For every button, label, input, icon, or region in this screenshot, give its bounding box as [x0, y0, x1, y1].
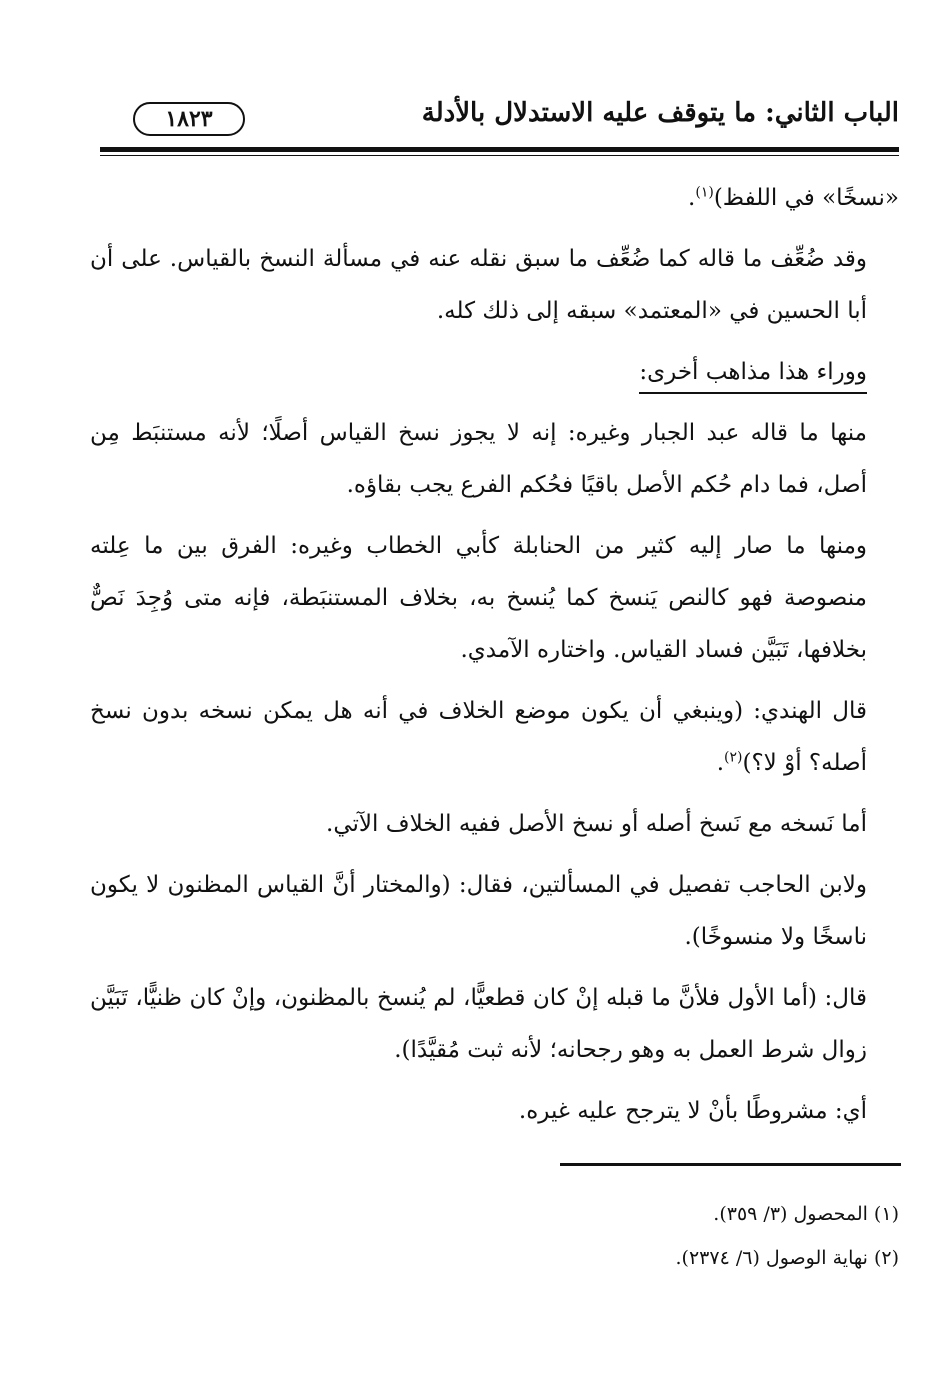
paragraph-10: أي: مشروطًا بأنْ لا يترجح عليه غيره.: [518, 1098, 867, 1124]
paragraph-3: [90, 346, 899, 398]
paragraph-7: أما نَسخه مع نَسخ أصله أو نسخ الأصل ففيه الخلاف الآتي.: [326, 811, 867, 837]
paragraph-9: قال: (أما الأول فلأنَّ ما قبله إنْ كان قطعيًّا، لم يُنسخ بالمظنون، وإنْ كان ظنيًّا، تَبَيَّن زوال شرط العمل به وهو رجحانه؛ لأنه ثبت مُقيَّدًا).: [90, 985, 867, 1063]
header-rule-thin: [100, 155, 899, 156]
page-header: [88, 88, 899, 148]
header-rule-thick: [100, 147, 899, 152]
paragraph-4: منها ما قاله عبد الجبار وغيره: إنه لا يجوز نسخ القياس أصلًا؛ لأنه مستنبَط مِن أصل، فما دام حُكم الأصل باقيًا فحُكم الفرع يجب بقاؤه.: [90, 420, 867, 498]
paragraph-1: [90, 172, 899, 224]
paragraph-1-text: «نسخًا» في اللفظ): [713, 185, 899, 211]
paragraph-6-end: .: [716, 750, 725, 776]
main-text: [90, 172, 899, 1146]
paragraph-8: ولابن الحاجب تفصيل في المسألتين، فقال: (والمختار أنَّ القياس المظنون لا يكون ناسخًا ولا منسوخًا).: [90, 872, 867, 950]
footnote-ref-2[interactable]: (٢): [724, 749, 743, 766]
footnote-separator: [560, 1163, 901, 1166]
chapter-title: الباب الثاني: ما يتوقف عليه الاستدلال بالأدلة: [421, 98, 899, 128]
footnote-1: (١) المحصول (٣/ ٣٥٩).: [713, 1203, 899, 1225]
sub-heading: ووراء هذا مذاهب أخرى:: [639, 352, 867, 394]
paragraph-1-end: .: [688, 185, 696, 211]
page-number: ١٨٢٣: [133, 102, 245, 136]
paragraph-6: [90, 685, 899, 789]
paragraph-5: ومنها ما صار إليه كثير من الحنابلة كأبي الخطاب وغيره: الفرق بين ما عِلته منصوصة فهو كالنص يَنسخ كما يُنسخ به، بخلاف المستنبَطة، فإنه متى وُجِدَ نَصٌّ بخلافها، تَبَيَّن فساد القياس. واختاره الآمدي.: [90, 533, 867, 663]
footnote-2: (٢) نهاية الوصول (٦/ ٢٣٧٤).: [675, 1247, 899, 1269]
paragraph-6-text: قال الهندي: (وينبغي أن يكون موضع الخلاف في أنه هل يمكن نسخه بدون نسخ أصله؟ أوْ لا؟): [90, 698, 867, 776]
footnote-ref-1[interactable]: (١): [695, 184, 714, 201]
footnotes: [90, 1192, 899, 1280]
paragraph-2: وقد ضُعِّف ما قاله كما ضُعِّف ما سبق نقله عنه في مسألة النسخ بالقياس. على أن أبا الحسين في «المعتمد» سبقه إلى ذلك كله.: [90, 246, 867, 324]
